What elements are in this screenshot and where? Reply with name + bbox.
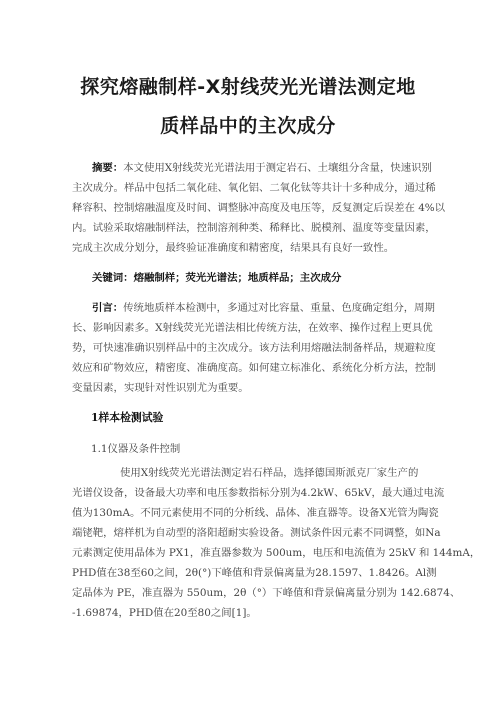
section-1-1-paragraph xyxy=(72,463,481,623)
intro-line: 效应和矿物效应，精密度、准确度高。如何建立标准化、系统化分析方法，控制 xyxy=(72,362,436,374)
section-line: 定晶体为 PE，准直器为 550um，2θ（°）下峰值和背景偏离量分别为 142.6874、 xyxy=(72,587,461,599)
abstract-label: 摘要： xyxy=(92,162,124,174)
keywords-label: 关键词： xyxy=(92,272,134,284)
abstract-paragraph xyxy=(72,158,446,258)
section-line: 使用X射线荧光光谱法测定岩石样品，选择德国斯派克厂家生产的 xyxy=(120,467,419,479)
intro-line: 势，可快速准确识别样品中的主次成分。该方法利用熔融法制备样品，规避粒度 xyxy=(72,342,436,354)
abstract-line: 完成主次成分划分，最终验证准确度和精密度，结果具有良好一致性。 xyxy=(72,242,395,254)
title-line-1: 探究熔融制样-X射线荧光光谱法测定地 xyxy=(80,76,416,98)
title-line-2: 质样品中的主次成分 xyxy=(160,115,336,137)
abstract-line: 内。试验采取熔融制样法，控制溶剂种类、稀释比、脱模剂、温度等变量因素， xyxy=(72,222,436,234)
section-line: PHD值在38至60之间，2θ(°)下峰值和背景偏离量为28.1597、1.8426。Al测 xyxy=(72,567,437,579)
intro-line: 长、影响因素多。X射线荧光光谱法相比传统方法，在效率、操作过程上更具优 xyxy=(72,322,433,334)
keywords-paragraph xyxy=(72,268,440,288)
section-line: 值为130mA。不同元素使用不同的分析线、晶体、准直器等。设备X光管为陶瓷 xyxy=(72,507,439,519)
section-line: -1.69874，PHD值在20至80之间[1]。 xyxy=(72,607,257,619)
intro-line: 传统地质样本检测中，多通过对比容量、重量、色度确定组分，周期 xyxy=(123,302,435,314)
section-line: 光谱仪设备，设备最大功率和电压参数指标分别为4.2kW、65kV，最大通过电流 xyxy=(72,487,445,499)
keywords-text: 熔融制样；荧光光谱法；地质样品；主次成分 xyxy=(133,272,342,284)
intro-line: 变量因素，实现针对性识别尤为重要。 xyxy=(72,382,249,394)
intro-label: 引言： xyxy=(92,302,124,314)
section-line: 元素测定使用晶体为 PX1，准直器参数为 500um，电压和电流值为 25kV 和 144mA， xyxy=(72,547,481,559)
section-1-1-heading: 1.1仪器及条件控制 xyxy=(91,443,181,455)
abstract-line: 主次成分。样品中包括二氧化硅、氧化铝、二氧化钛等共计十多种成分，通过稀 xyxy=(72,182,436,194)
section-line: 端铑靶，熔样机为自动型的洛阳超耐实验设备。测试条件因元素不同调整，如Na xyxy=(72,527,441,539)
intro-paragraph xyxy=(72,298,440,398)
abstract-line: 本文使用X射线荧光光谱法用于测定岩石、土壤组分含量，快速识别 xyxy=(123,162,432,174)
section-1-heading: 1样本检测试验 xyxy=(91,411,164,424)
abstract-line: 释容积、控制熔融温度及时间、调整脉冲高度及电压等，反复测定后误差在 4%以 xyxy=(72,202,446,214)
